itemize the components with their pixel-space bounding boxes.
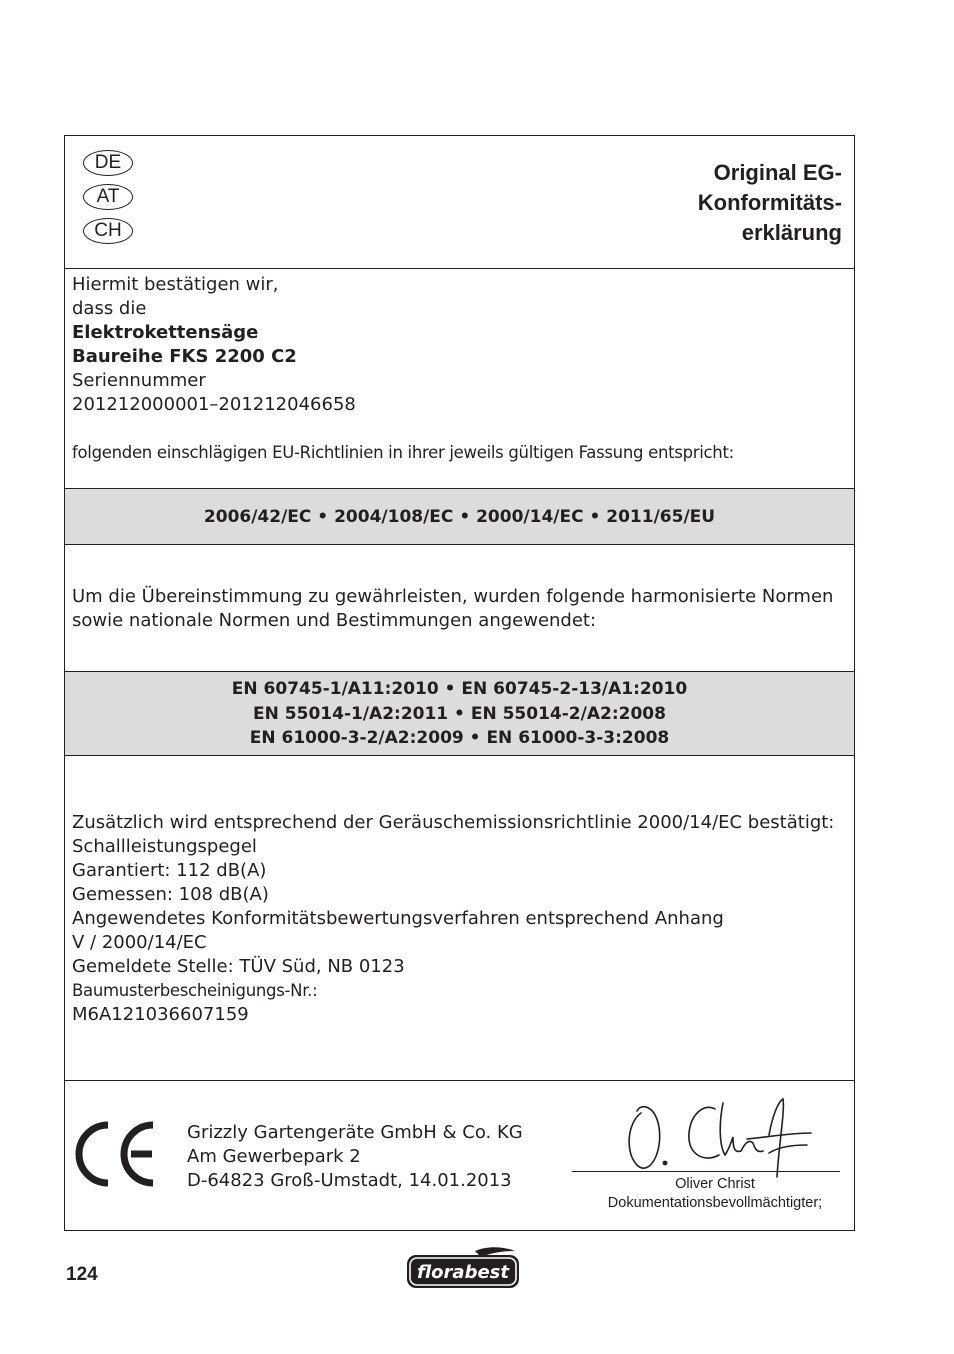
norms-intro-line-1: Um die Übereinstimmung zu gewährleisten, wurden folgende harmonisierte Normen [72, 586, 834, 607]
company-name: Grizzly Gartengeräte GmbH & Co. KG [187, 1122, 523, 1143]
country-badge-at: AT [83, 184, 133, 210]
assessment-procedure: Angewendetes Konformitätsbewertungsverfahren entsprechend Anhang [72, 908, 724, 929]
title-line-2: Konformitäts- [697, 190, 842, 215]
company-address [187, 1121, 523, 1193]
norm-line-2: EN 55014-1/A2:2011 • EN 55014-2/A2:2008 [253, 703, 666, 724]
annex-reference: V / 2000/14/EC [72, 932, 207, 953]
norms-intro-section [65, 544, 854, 671]
florabest-logo [405, 1245, 521, 1291]
signer-info [572, 1175, 858, 1212]
noise-section [65, 755, 854, 1080]
company-city-date: D-64823 Groß-Umstadt, 14.01.2013 [187, 1170, 512, 1191]
guaranteed-level: Garantiert: 112 dB(A) [72, 860, 267, 881]
noise-intro: Zusätzlich wird entsprechend der Geräuschemissionsrichtlinie 2000/14/EC bestätigt: [72, 812, 835, 833]
serial-label: Seriennummer [72, 370, 206, 391]
declaration-frame [64, 135, 855, 1231]
country-codes [83, 150, 133, 252]
serial-range: 201212000001–201212046658 [72, 394, 356, 415]
certificate-number: M6A121036607159 [72, 1004, 249, 1025]
norms-intro-text [72, 585, 833, 633]
svg-text:florabest: florabest [417, 1262, 509, 1283]
page-number: 124 [66, 1264, 98, 1285]
signature-line [572, 1171, 840, 1172]
signer-name: Oliver Christ [675, 1176, 755, 1192]
header-section [65, 136, 854, 268]
product-section [65, 268, 854, 488]
directives-intro: folgenden einschlägigen EU-Richtlinien in ihrer jeweils gültigen Fassung entspricht: [72, 443, 734, 462]
spacer [72, 417, 734, 441]
country-badge-de: DE [83, 150, 133, 176]
norms-list [65, 677, 854, 751]
notified-body: Gemeldete Stelle: TÜV Süd, NB 0123 [72, 956, 405, 977]
norm-line-1: EN 60745-1/A11:2010 • EN 60745-2-13/A1:2010 [231, 679, 688, 699]
directives-section [65, 488, 854, 544]
signature-section [65, 1080, 854, 1230]
intro-line-2: dass die [72, 298, 147, 319]
norms-section [65, 671, 854, 755]
norm-line-3: EN 61000-3-2/A2:2009 • EN 61000-3-3:2008 [249, 728, 670, 748]
measured-level: Gemessen: 108 dB(A) [72, 884, 269, 905]
product-name: Elektrokettensäge [72, 322, 259, 343]
directives-list: 2006/42/EC • 2004/108/EC • 2000/14/EC • 2011/65/EU [203, 507, 716, 527]
sound-level-label: Schallleistungspegel [72, 836, 257, 857]
product-text [72, 273, 734, 465]
signer-role: Dokumentationsbevollmächtigter; [607, 1194, 823, 1211]
title-line-3: erklärung [741, 220, 842, 245]
product-series: Baureihe FKS 2200 C2 [72, 346, 297, 367]
noise-text [72, 811, 834, 1027]
company-street: Am Gewerbepark 2 [187, 1146, 361, 1167]
intro-line-1: Hiermit bestätigen wir, [72, 274, 279, 295]
document-title [582, 158, 842, 248]
title-line-1: Original EG- [713, 160, 842, 185]
ce-mark-icon [73, 1119, 159, 1189]
country-badge-ch: CH [83, 218, 133, 244]
certificate-label: Baumusterbescheinigungs-Nr.: [72, 981, 318, 1000]
norms-intro-line-2: sowie nationale Normen und Bestimmungen angewendet: [72, 610, 597, 631]
